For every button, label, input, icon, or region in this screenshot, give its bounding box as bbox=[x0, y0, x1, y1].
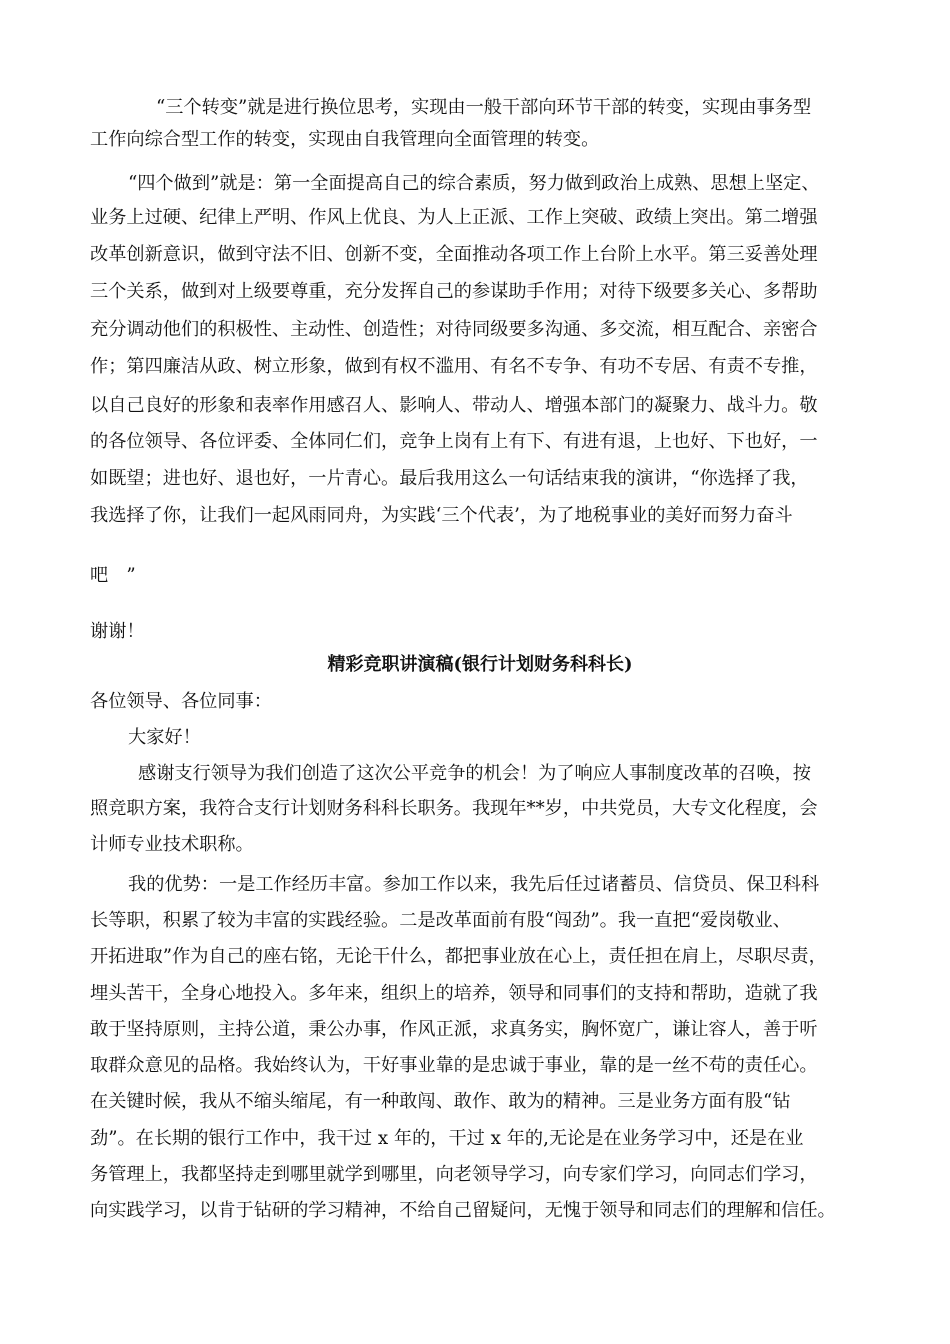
paragraph-line: “三个转变”就是进行换位思考，实现由一般干部向环节干部的转变，实现由事务型 bbox=[156, 97, 812, 118]
speech-title: 精彩竞职讲演稿(银行计划财务科科长) bbox=[327, 654, 633, 675]
paragraph-line: 劲”。在长期的银行工作中，我干过 x 年的，干过 x 年的,无论是在业务学习中，还是在业 bbox=[90, 1128, 804, 1149]
salutation: 各位领导、各位同事： bbox=[90, 691, 272, 712]
paragraph-line: 计师专业技术职称。 bbox=[90, 834, 254, 855]
paragraph-line: 如既望；进也好、退也好，一片青心。最后我用这么一句话结束我的演讲，“你选择了我， bbox=[90, 468, 809, 489]
paragraph-line: 长等职，积累了较为丰富的实践经验。二是改革面前有股“闯劲”。我一直把“爱岗敬业、 bbox=[90, 910, 791, 931]
paragraph-line: 照竞职方案，我符合支行计划财务科科长职务。我现年**岁，中共党员，大专文化程度，会 bbox=[90, 798, 818, 819]
paragraph-line: 以自己良好的形象和表率作用感召人、影响人、带动人、增强本部门的凝聚力、战斗力。敬 bbox=[90, 395, 818, 416]
paragraph-line: 务管理上，我都坚持走到哪里就学到哪里，向老领导学习，向专家们学习，向同志们学习， bbox=[90, 1164, 818, 1185]
paragraph-line: 感谢支行领导为我们创造了这次公平竞争的机会！为了响应人事制度改革的召唤，按 bbox=[138, 763, 811, 784]
paragraph-line: 开拓进取”作为自己的座右铭，无论干什么，都把事业放在心上，责任担在肩上，尽职尽责， bbox=[90, 946, 827, 967]
paragraph-line: 充分调动他们的积极性、主动性、创造性；对待同级要多沟通、多交流，相互配合、亲密合 bbox=[90, 319, 818, 340]
paragraph-line: 我的优势：一是工作经历丰富。参加工作以来，我先后任过诸蓄员、信贷员、保卫科科 bbox=[128, 874, 820, 895]
paragraph-line: 我选择了你，让我们一起风雨同舟，为实践‘三个代表’，为了地税事业的美好而努力奋斗 bbox=[90, 505, 793, 526]
paragraph-line: 向实践学习，以肯于钻研的学习精神，不给自己留疑问，无愧于领导和同志们的理解和信任。 bbox=[90, 1200, 836, 1221]
paragraph-line: 作；第四廉洁从政、树立形象，做到有权不滥用、有名不专争、有功不专居、有责不专推， bbox=[90, 356, 818, 377]
paragraph-line: 在关键时候，我从不缩头缩尾，有一种敢闯、敢作、敢为的精神。三是业务方面有股“钻 bbox=[90, 1091, 791, 1112]
paragraph-line: 取群众意见的品格。我始终认为，干好事业靠的是忠诚于事业，靠的是一丝不苟的责任心。 bbox=[90, 1055, 818, 1076]
paragraph-line: 业务上过硬、纪律上严明、作风上优良、为人上正派、工作上突破、政绩上突出。第二增强 bbox=[90, 207, 818, 228]
paragraph-line: 三个关系，做到对上级要尊重，充分发挥自己的参谋助手作用；对待下级要多关心、多帮助 bbox=[90, 281, 818, 302]
closing-thanks: 谢谢！ bbox=[90, 621, 145, 642]
paragraph-line: 改革创新意识，做到守法不旧、创新不变，全面推动各项工作上台阶上水平。第三妥善处理 bbox=[90, 244, 818, 265]
paragraph-line: 埋头苦干，全身心地投入。多年来，组织上的培养，领导和同事们的支持和帮助，造就了我 bbox=[90, 983, 818, 1004]
paragraph-line: 的各位领导、各位评委、全体同仁们，竞争上岗有上有下、有进有退，上也好、下也好，一 bbox=[90, 431, 818, 452]
paragraph-line: 工作向综合型工作的转变，实现由自我管理向全面管理的转变。 bbox=[90, 129, 600, 150]
paragraph-line: 敢于坚持原则，主持公道，秉公办事，作风正派，求真务实，胸怀宽广，谦让容人，善于听 bbox=[90, 1019, 818, 1040]
greeting: 大家好！ bbox=[128, 727, 201, 748]
paragraph-line: 吧 ” bbox=[90, 565, 136, 586]
paragraph-line: “四个做到”就是：第一全面提高自己的综合素质，努力做到政治上成熟、思想上坚定、 bbox=[128, 173, 820, 194]
